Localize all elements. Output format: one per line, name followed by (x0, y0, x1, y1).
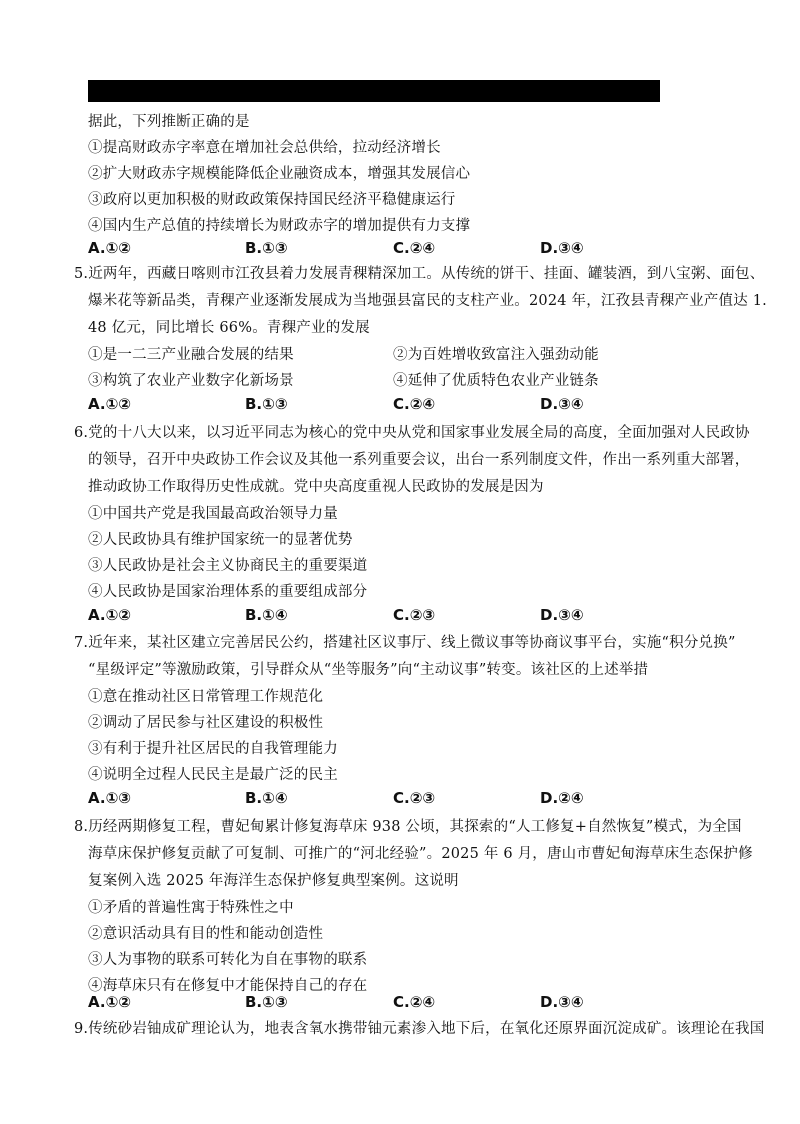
q4-option-a[interactable]: A.①② (88, 239, 131, 257)
q8-option-b[interactable]: B.①③ (245, 993, 288, 1011)
q8-statement-3: ③人为事物的联系可转化为自在事物的联系 (88, 952, 368, 968)
q6-statement-2: ②人民政协具有维护国家统一的显著优势 (88, 532, 353, 548)
q7-options (88, 788, 648, 808)
q6-option-b[interactable]: B.①④ (245, 606, 288, 624)
q8-options (88, 992, 648, 1012)
q8-line-2: 海草床保护修复贡献了可复制、可推广的“河北经验”。2025 年 6 月，唐山市曹妃甸海草床生态保护修 (88, 846, 753, 862)
q4-options (88, 238, 648, 258)
q4-stem: 据此，下列推断正确的是 (88, 114, 250, 130)
q7-statement-2: ②调动了居民参与社区建设的积极性 (88, 715, 324, 731)
q4-statement-1: ①提高财政赤字率意在增加社会总供给，拉动经济增长 (88, 140, 441, 156)
q7-option-d[interactable]: D.②④ (540, 789, 584, 807)
q9-line-1: 9.传统砂岩铀成矿理论认为，地表含氧水携带铀元素渗入地下后，在氧化还原界面沉淀成矿。该理论在我国 (74, 1021, 765, 1037)
q5-statement-1: ①是一二三产业融合发展的结果 (88, 347, 294, 363)
redaction-bar (88, 80, 660, 102)
q5-line-3: 48 亿元，同比增长 66%。青稞产业的发展 (88, 320, 370, 336)
q4-statement-2: ②扩大财政赤字规模能降低企业融资成本，增强其发展信心 (88, 166, 471, 182)
q6-statement-1: ①中国共产党是我国最高政治领导力量 (88, 506, 338, 522)
q5-option-a[interactable]: A.①② (88, 395, 131, 413)
q6-line-2: 的领导，召开中央政协工作会议及其他一系列重要会议，出台一系列制度文件，作出一系列重大部署， (88, 452, 750, 468)
q4-option-d[interactable]: D.③④ (540, 239, 584, 257)
q8-line-1: 8.历经两期修复工程，曹妃甸累计修复海草床 938 公顷，其探索的“人工修复+自然恢复”模式，为全国 (74, 819, 742, 835)
q7-line-1: 7.近年来，某社区建立完善居民公约，搭建社区议事厅、线上微议事等协商议事平台，实施“积分兑换” (74, 635, 736, 651)
q5-statement-2: ②为百姓增收致富注入强劲动能 (393, 347, 599, 363)
q6-line-1: 6.党的十八大以来，以习近平同志为核心的党中央从党和国家事业发展全局的高度，全面加强对人民政协 (74, 425, 750, 441)
q5-line-1: 5.近两年，西藏日喀则市江孜县着力发展青稞精深加工。从传统的饼干、挂面、罐装酒，到八宝粥、面包、 (74, 266, 765, 282)
q7-statement-4: ④说明全过程人民民主是最广泛的民主 (88, 767, 338, 783)
q6-statement-3: ③人民政协是社会主义协商民主的重要渠道 (88, 558, 368, 574)
q7-option-c[interactable]: C.②③ (393, 789, 436, 807)
q6-option-c[interactable]: C.②③ (393, 606, 436, 624)
q8-statement-1: ①矛盾的普遍性寓于特殊性之中 (88, 900, 294, 916)
q8-option-d[interactable]: D.③④ (540, 993, 584, 1011)
q8-statement-4: ④海草床只有在修复中才能保持自己的存在 (88, 978, 368, 994)
q7-line-2: “星级评定”等激励政策，引导群众从“坐等服务”向“主动议事”转变。该社区的上述举措 (88, 662, 649, 678)
q8-statement-2: ②意识活动具有目的性和能动创造性 (88, 926, 324, 942)
q4-option-b[interactable]: B.①③ (245, 239, 288, 257)
q5-option-d[interactable]: D.③④ (540, 395, 584, 413)
q6-statement-4: ④人民政协是国家治理体系的重要组成部分 (88, 584, 368, 600)
q5-statement-4: ④延伸了优质特色农业产业链条 (393, 373, 599, 389)
q5-statement-3: ③构筑了农业产业数字化新场景 (88, 373, 294, 389)
q4-statement-4: ④国内生产总值的持续增长为财政赤字的增加提供有力支撑 (88, 218, 471, 234)
q8-option-c[interactable]: C.②④ (393, 993, 436, 1011)
q5-option-b[interactable]: B.①③ (245, 395, 288, 413)
q5-options (88, 394, 648, 414)
q6-option-d[interactable]: D.③④ (540, 606, 584, 624)
q5-option-c[interactable]: C.②④ (393, 395, 436, 413)
q7-statement-3: ③有利于提升社区居民的自我管理能力 (88, 741, 338, 757)
q4-option-c[interactable]: C.②④ (393, 239, 436, 257)
q8-option-a[interactable]: A.①② (88, 993, 131, 1011)
q6-line-3: 推动政协工作取得历史性成就。党中央高度重视人民政协的发展是因为 (88, 479, 544, 495)
q5-line-2: 爆米花等新品类，青稞产业逐渐发展成为当地强县富民的支柱产业。2024 年，江孜县青稞产业产值达 1. (88, 293, 767, 309)
q6-options (88, 605, 648, 625)
q6-option-a[interactable]: A.①② (88, 606, 131, 624)
q7-option-b[interactable]: B.①④ (245, 789, 288, 807)
q7-option-a[interactable]: A.①③ (88, 789, 131, 807)
q4-statement-3: ③政府以更加积极的财政政策保持国民经济平稳健康运行 (88, 192, 456, 208)
q7-statement-1: ①意在推动社区日常管理工作规范化 (88, 689, 324, 705)
q8-line-3: 复案例入选 2025 年海洋生态保护修复典型案例。这说明 (88, 873, 459, 889)
